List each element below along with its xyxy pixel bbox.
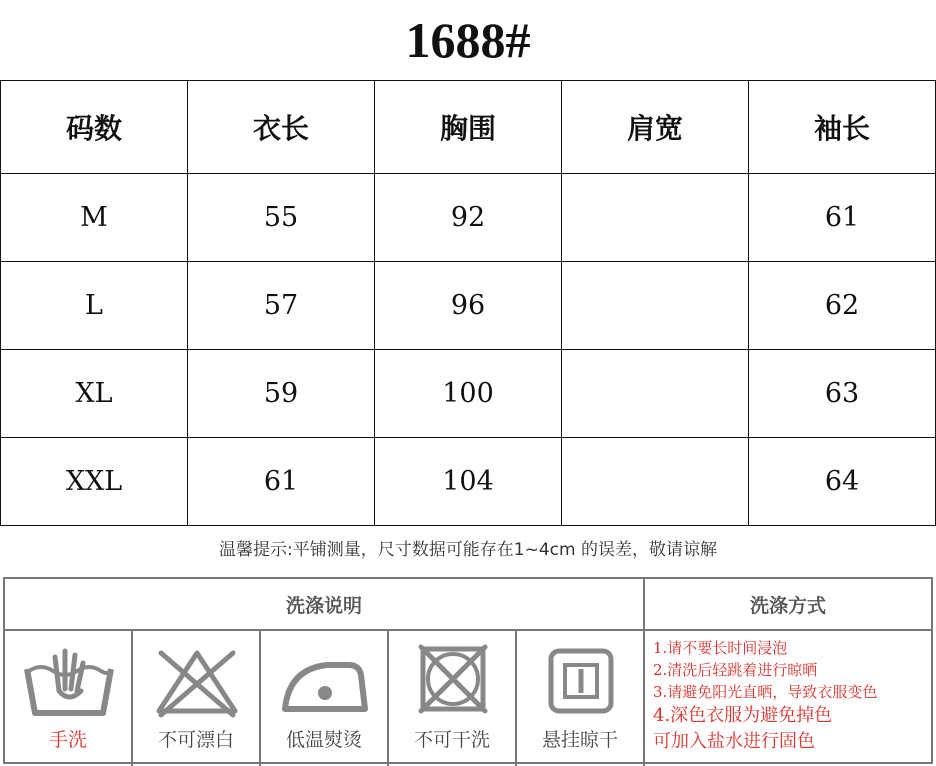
instruction-item: 可加入盐水进行固色 bbox=[653, 731, 815, 752]
care-item-low-iron bbox=[261, 631, 389, 766]
cell-length: 59 bbox=[188, 350, 375, 438]
care-item-hang-dry bbox=[517, 631, 645, 766]
care-panel bbox=[3, 577, 933, 764]
hand-wash-icon bbox=[19, 639, 119, 723]
hang-dry-label: 悬挂晾干 bbox=[541, 729, 618, 751]
cell-shoulder bbox=[562, 174, 749, 262]
cell-size: M bbox=[1, 174, 188, 262]
table-row bbox=[1, 174, 936, 262]
no-dry-clean-icon bbox=[403, 639, 503, 723]
no-dry-clean-label: 不可干洗 bbox=[413, 729, 490, 751]
care-item-no-bleach bbox=[133, 631, 261, 766]
hang-dry-icon bbox=[531, 639, 631, 723]
page-title: 1688# bbox=[405, 12, 531, 68]
cell-bust: 92 bbox=[375, 174, 562, 262]
cell-shoulder bbox=[562, 438, 749, 526]
cell-bust: 104 bbox=[375, 438, 562, 526]
care-item-no-dry-clean bbox=[389, 631, 517, 766]
cell-sleeve: 62 bbox=[749, 262, 936, 350]
care-item-hand-wash bbox=[5, 631, 133, 766]
header-bust: 胸围 bbox=[375, 81, 562, 174]
wash-instructions-list bbox=[653, 637, 933, 755]
cell-sleeve: 61 bbox=[749, 174, 936, 262]
cell-shoulder bbox=[562, 262, 749, 350]
instruction-item: 4.深色衣服为避免掉色 bbox=[653, 705, 833, 726]
cell-bust: 96 bbox=[375, 262, 562, 350]
measurement-tip: 温馨提示:平铺测量，尺寸数据可能存在1~4cm 的误差，敬请谅解 bbox=[219, 540, 717, 560]
cell-sleeve: 63 bbox=[749, 350, 936, 438]
no-bleach-label: 不可漂白 bbox=[157, 729, 234, 751]
no-bleach-icon bbox=[147, 639, 247, 723]
table-row bbox=[1, 350, 936, 438]
low-iron-icon bbox=[275, 639, 375, 723]
cell-size: XXL bbox=[1, 438, 188, 526]
header-sleeve: 袖长 bbox=[749, 81, 936, 174]
care-instructions-header: 洗涤说明 bbox=[5, 579, 645, 631]
table-row bbox=[1, 262, 936, 350]
hand-wash-label: 手洗 bbox=[48, 729, 87, 751]
cell-sleeve: 64 bbox=[749, 438, 936, 526]
instruction-item: 2.清洗后轻跳着进行晾晒 bbox=[653, 661, 818, 679]
cell-length: 57 bbox=[188, 262, 375, 350]
cell-bust: 100 bbox=[375, 350, 562, 438]
cell-shoulder bbox=[562, 350, 749, 438]
table-row bbox=[1, 438, 936, 526]
instruction-item: 1.请不要长时间浸泡 bbox=[653, 639, 788, 657]
wash-method-header: 洗涤方式 bbox=[645, 579, 931, 631]
instruction-item: 3.请避免阳光直晒，导致衣服变色 bbox=[653, 683, 878, 701]
header-size: 码数 bbox=[1, 81, 188, 174]
header-length: 衣长 bbox=[188, 81, 375, 174]
table-header-row bbox=[1, 81, 936, 174]
cell-length: 55 bbox=[188, 174, 375, 262]
low-iron-label: 低温熨烫 bbox=[285, 729, 362, 751]
header-shoulder: 肩宽 bbox=[562, 81, 749, 174]
size-table bbox=[0, 80, 936, 526]
cell-size: XL bbox=[1, 350, 188, 438]
cell-size: L bbox=[1, 262, 188, 350]
cell-length: 61 bbox=[188, 438, 375, 526]
